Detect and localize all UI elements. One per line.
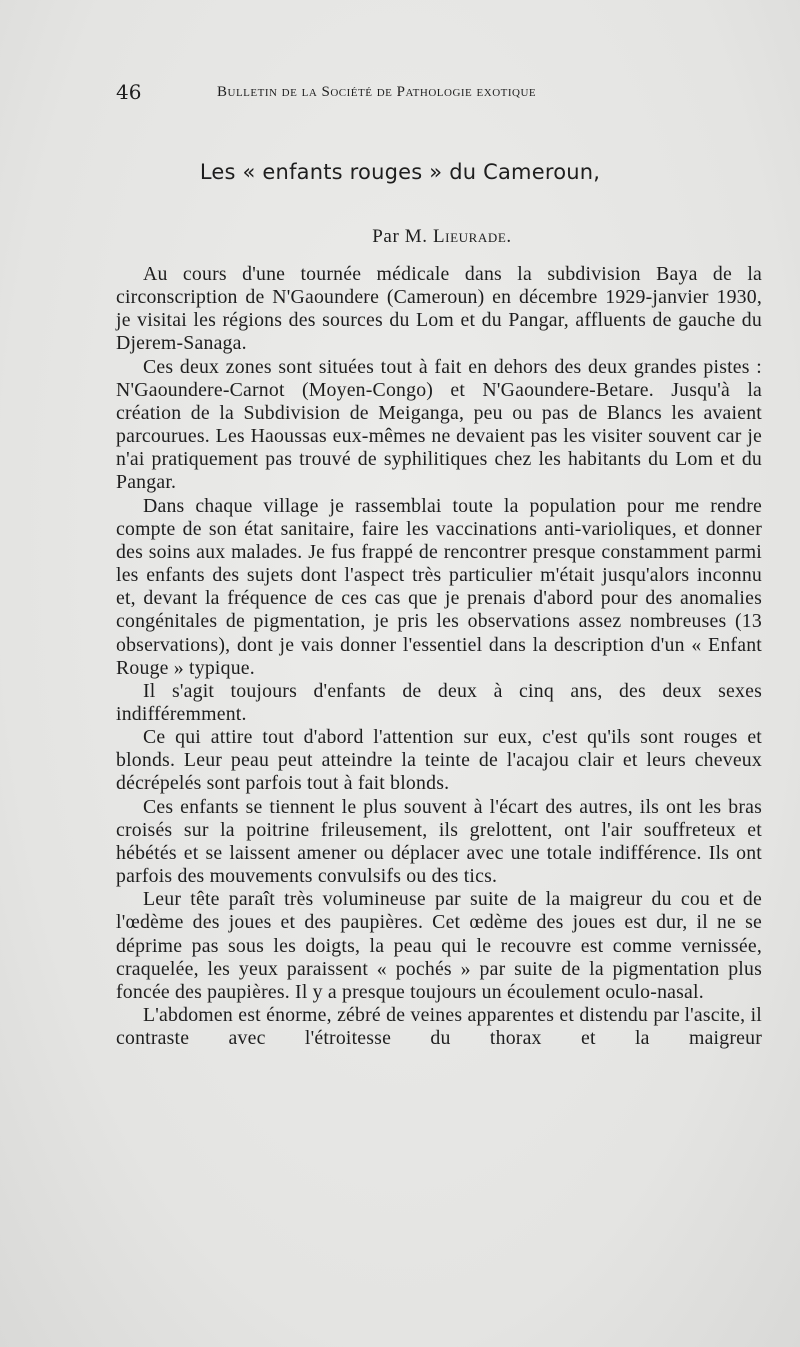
paragraph: Ces deux zones sont situées tout à fait en dehors des deux grandes pistes : N'Gaoundere-Carnot (Moyen-Congo) et N'Gaoundere-Betare. Jusqu'à la création de la Subdivision de Meiganga, peu ou pas de Blancs les avaient parcourues. Les Haoussas eux-mêmes ne devaient pas les visiter souvent car je n'ai pratiquement pas trouvé de syphilitiques chez les habitants du Lom et du Pangar. — [116, 355, 762, 494]
paragraph: L'abdomen est énorme, zébré de veines apparentes et distendu par l'ascite, il contraste avec l'étroitesse du thorax et la maigreur — [116, 1004, 762, 1050]
author-name: Lieurade. — [432, 226, 512, 247]
paragraph: Ce qui attire tout d'abord l'attention sur eux, c'est qu'ils sont rouges et blonds. Leur peau peut atteindre la teinte de l'acajou clair et leurs cheveux décrépelés sont parfois tout à fait blonds. — [116, 726, 762, 795]
paragraph: Il s'agit toujours d'enfants de deux à cinq ans, des deux sexes indifféremment. — [116, 679, 762, 725]
byline-prefix: Par M. — [372, 226, 428, 247]
page-number: 46 — [116, 80, 142, 104]
article-body — [116, 263, 762, 1050]
paragraph: Leur tête paraît très volumineuse par suite de la maigreur du cou et de l'œdème des joues et des paupières. Cet œdème des joues est dur, il ne se déprime pas sous les doigts, la peau qui le recouvre est comme vernissée, craquelée, les yeux paraissent « pochés » par suite de la pigmentation plus foncée des paupières. Il y a presque toujours un écoulement oculo-nasal. — [116, 888, 762, 1003]
paragraph: Dans chaque village je rassemblai toute la population pour me rendre compte de son état sanitaire, faire les vaccinations anti-varioliques, et donner des soins aux malades. Je fus frappé de rencontrer presque constamment parmi les enfants des sujets dont l'aspect très particulier m'était jusqu'alors inconnu et, devant la fréquence de ces cas que je prenais d'abord pour des anomalies congénitales de pigmentation, je pris les observations assez nombreuses (13 observations), dont je vais donner l'essentiel dans la description d'un « Enfant Rouge » typique. — [116, 494, 762, 679]
page-header — [116, 80, 662, 110]
article-title: Les « enfants rouges » du Cameroun, — [199, 160, 601, 184]
paragraph: Au cours d'une tournée médicale dans la subdivision Baya de la circonscription de N'Gaoundere (Cameroun) en décembre 1929-janvier 1930, je visitai les régions des sources du Lom et du Pangar, affluents de gauche du Djerem-Sanaga. — [116, 263, 762, 355]
running-title: Bulletin de la Société de Pathologie exotique — [217, 84, 537, 100]
byline — [0, 226, 800, 248]
paragraph: Ces enfants se tiennent le plus souvent à l'écart des autres, ils ont les bras croisés sur la poitrine frileusement, ils grelottent, ont l'air souffreteux et hébétés et se laissent amener ou déplacer avec une totale indifférence. Ils ont parfois des mouvements convulsifs ou des tics. — [116, 795, 762, 888]
